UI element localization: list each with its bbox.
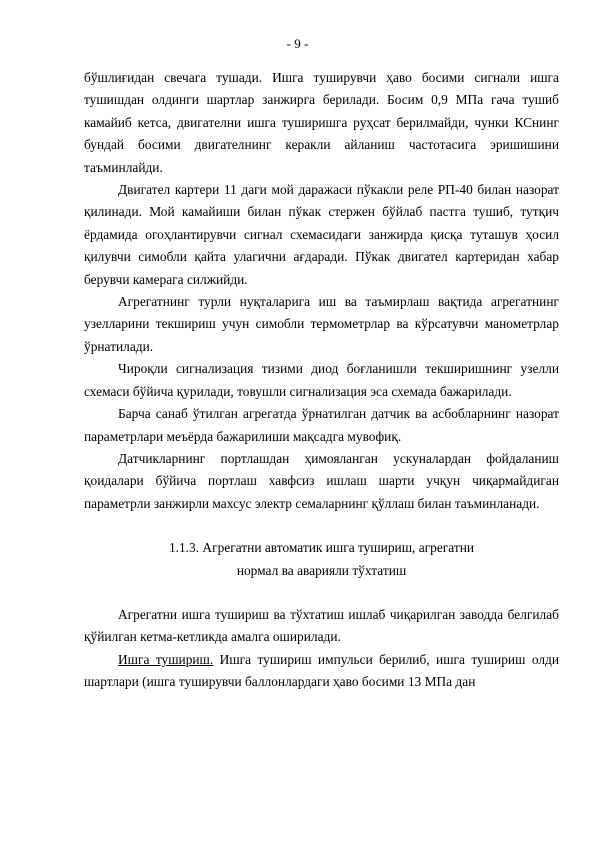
paragraph-7: Агрегатни ишга тушириш ва тўхтатиш ишлаб чиқарилган заводда белгилаб қўйилган кетма-кетликда амалга оширилади.	[84, 606, 559, 645]
paragraph-6: Датчикларнинг портлашдан ҳимояланган ускуналардан фойдаланиш қоидалари бўйича портлаш хавфсиз ишлаш шарти учқун чиқармайдиган параметрли занжирли махсус электр семаларнинг қўллаш билан таъминланади.	[84, 450, 559, 511]
paragraph-8-text: Ишга тушириш импульси берилиб, ишга тушириш олди шартлари (ишга туширувчи баллонлардаги ҳаво босими 13 МПа дан	[84, 651, 559, 690]
paragraph-3: Агрегатнинг турли нуқталарига иш ва таъмирлаш вақтида агрегатнинг узелларини текшириш учун симобли термометрлар ва кўрсатувчи манометрлар ўрнатилади.	[84, 294, 559, 354]
paragraph-8-lead: Ишга тушириш.	[118, 651, 214, 667]
section-heading-line-1: 1.1.3. Агрегатни автоматик ишга тушириш, агрегатни	[168, 540, 475, 556]
document-body	[84, 67, 559, 694]
section-heading-line-2: нормал ва аварияли тўхтатиш	[236, 562, 407, 578]
paragraph-1: бўшлиғидан свечага тушади. Ишга туширувчи ҳаво босими сигнали ишга тушишдан олдинги шартлар занжирга берилади. Босим 0,9 МПа гача тушиб камайиб кетса, двигателни ишга туширишга руҳсат берилмайди, чунки КСнинг бундай босими двигателнинг керакли айланиш частотасига эришишини таъминлайди.	[84, 70, 559, 175]
page-number: - 9 -	[286, 36, 309, 51]
paragraph-2: Двигател картери 11 даги мой даражаси пўкакли реле РП-40 билан назорат қилинади. Мой камайиши билан пўкак стержен бўйлаб пастга тушиб, тутқич ёрдамида огоҳлантирувчи сигнал схемасидаги занжирда қисқа туташув ҳосил қилувчи симобли қайта улагични ағдаради. Пўкак двигател картеридан хабар берувчи камерага силжийди.	[84, 182, 559, 287]
paragraph-8	[84, 649, 559, 694]
section-heading	[84, 537, 559, 582]
paragraph-5: Барча санаб ўтилган агрегатда ўрнатилган датчик ва асбобларнинг назорат параметрлари меъёрда бажарилиши мақсадга мувофиқ.	[84, 406, 559, 444]
paragraph-4: Чироқли сигнализация тизими диод боғланишли текширишнинг узелли схемаси бўйича қурилади, товушли сигнализация эса схемада бажарилади.	[84, 361, 559, 399]
